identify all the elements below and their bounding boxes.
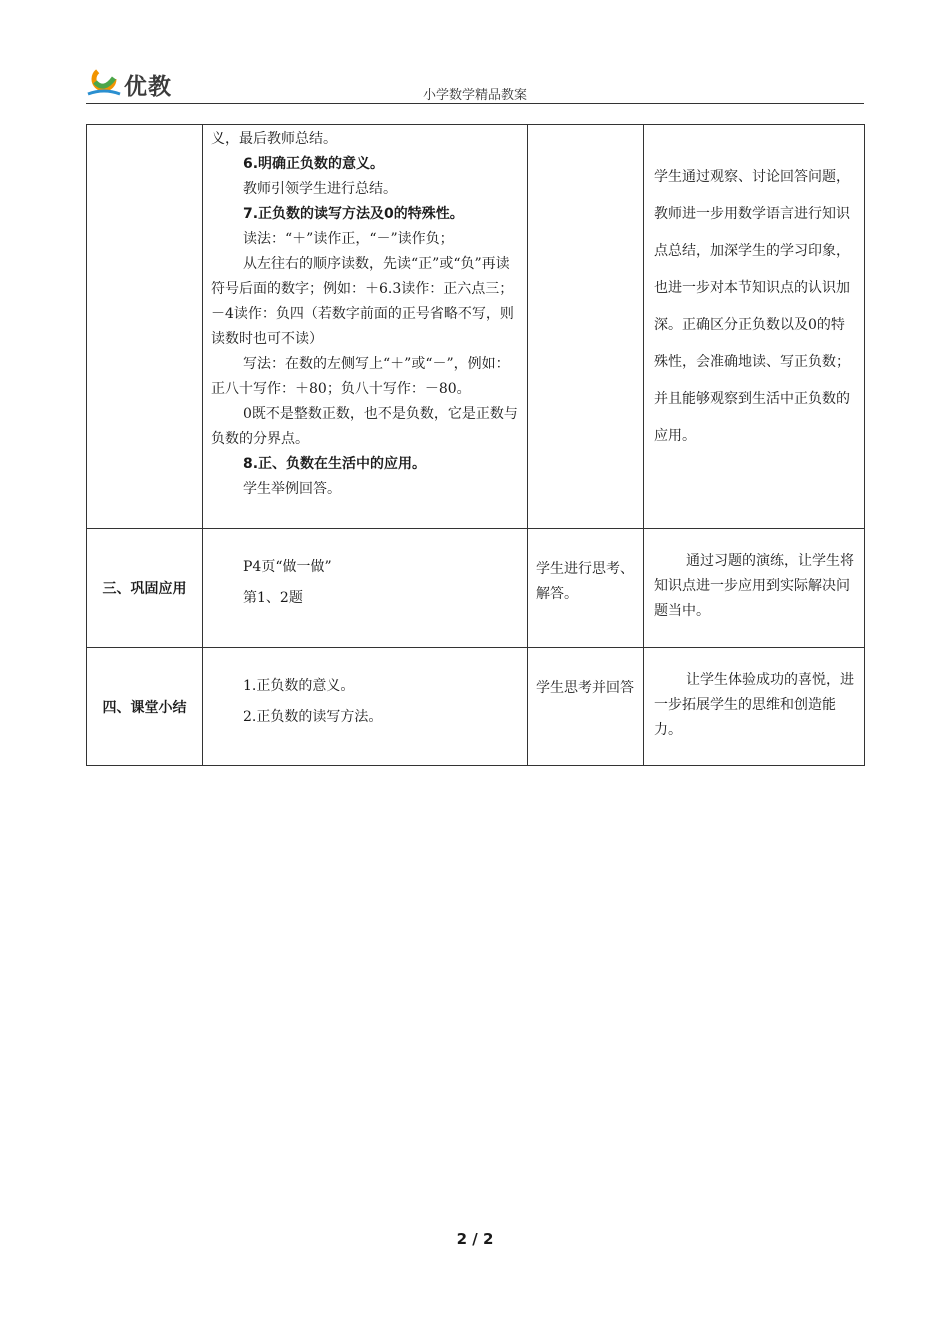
intent-cell <box>644 648 865 766</box>
page-number: 2 / 2 <box>456 1230 494 1248</box>
intent-text: 让学生体验成功的喜悦，进一步拓展学生的思维和创造能力。 <box>654 672 854 738</box>
student-text: 学生思考并回答 <box>536 680 634 696</box>
content-line: 第1、2题 <box>243 590 303 606</box>
content-line: 学生举例回答。 <box>243 481 341 497</box>
content-heading: 8.正、负数在生活中的应用。 <box>243 456 427 472</box>
stage-cell: 四、课堂小结 <box>87 648 203 766</box>
table-row <box>87 648 865 766</box>
table-row <box>87 125 865 529</box>
student-cell <box>528 648 644 766</box>
content-line: 写法：在数的左侧写上“＋”或“－”，例如：正八十写作：＋80；负八十写作：－80。 <box>211 356 510 397</box>
header-divider <box>86 103 864 104</box>
content-cell <box>203 529 528 648</box>
intent-text: 通过习题的演练，让学生将知识点进一步应用到实际解决问题当中。 <box>654 553 854 619</box>
intent-cell <box>644 125 865 529</box>
lesson-plan-table <box>86 124 865 766</box>
page-header-title: 小学数学精品教案 <box>422 88 527 103</box>
content-line: 义，最后教师总结。 <box>211 131 337 147</box>
content-line: 0既不是整数正数，也不是负数，它是正数与负数的分界点。 <box>211 406 518 447</box>
content-line: 教师引领学生进行总结。 <box>243 181 397 197</box>
content-heading: 7.正负数的读写方法及0的特殊性。 <box>243 206 464 222</box>
stage-cell: 三、巩固应用 <box>87 529 203 648</box>
content-line: 1.正负数的意义。 <box>243 678 355 694</box>
content-line: P4页“做一做” <box>243 559 332 575</box>
intent-cell <box>644 529 865 648</box>
content-cell <box>203 648 528 766</box>
table-row <box>87 529 865 648</box>
student-cell <box>528 529 644 648</box>
content-line: 2.正负数的读写方法。 <box>243 709 383 725</box>
intent-text: 学生通过观察、讨论回答问题，教师进一步用数学语言进行知识点总结，加深学生的学习印象，也进一步对本节知识点的认识加深。正确区分正负数以及0的特殊性，会准确地读、写正负数；并且能够观察到生活中正负数的应用。 <box>654 169 850 444</box>
content-line: 从左往右的顺序读数，先读“正”或“负”再读符号后面的数字；例如：＋6.3读作：正六点三；－4读作：负四（若数字前面的正号省略不写，则读数时也可不读） <box>211 256 514 347</box>
student-text: 学生进行思考、解答。 <box>536 561 634 602</box>
content-line: 读法：“＋”读作正，“－”读作负； <box>243 231 454 247</box>
stage-cell <box>87 125 203 529</box>
logo-text: 优教 <box>124 74 172 100</box>
student-cell <box>528 125 644 529</box>
content-heading: 6.明确正负数的意义。 <box>243 156 385 172</box>
content-cell <box>203 125 528 529</box>
